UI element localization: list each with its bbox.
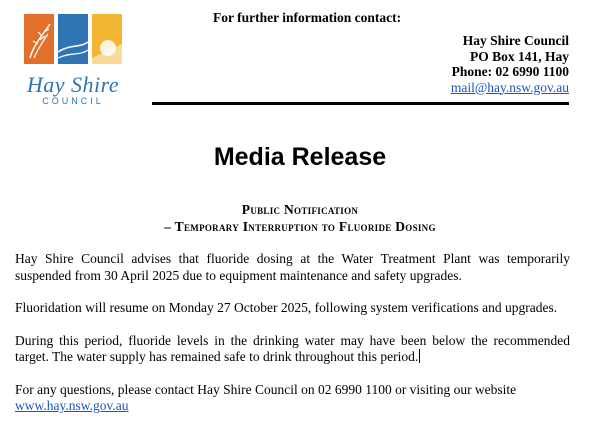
logo-emblem-icon: [20, 14, 126, 72]
release-body: [15, 251, 570, 431]
contact-heading: For further information contact:: [213, 10, 402, 25]
subheading-line-1: Public Notification: [241, 202, 359, 217]
contact-email-link[interactable]: mail@hay.nsw.gov.au: [450, 79, 569, 95]
paragraph-3-text: During this period, fluoride levels in the drinking water may have been below the recommended target. The water supply has remained safe to drink throughout this period.: [15, 332, 570, 364]
logo-council: COUNCIL: [42, 96, 104, 106]
subheading-line-2: – Temporary Interruption to Fluoride Dosing: [164, 219, 436, 234]
contact-org: Hay Shire Council: [462, 33, 569, 48]
page-title: Media Release: [213, 143, 387, 171]
council-logo: [20, 14, 126, 108]
contact-phone: Phone: 02 6990 1100: [451, 64, 569, 79]
contact-po-box: PO Box 141, Hay: [469, 48, 569, 64]
contact-block: [451, 33, 569, 95]
logo-name: Hay Shire: [26, 72, 120, 97]
header-divider: [152, 102, 569, 105]
paragraph-3: [15, 333, 570, 366]
paragraph-4: [15, 382, 570, 415]
paragraph-2: Fluoridation will resume on Monday 27 October 2025, following system verifications and upgrades.: [15, 300, 558, 315]
website-link[interactable]: www.hay.nsw.gov.au: [15, 398, 129, 413]
text-cursor: [419, 349, 420, 363]
subheading: [0, 201, 600, 235]
paragraph-1: Hay Shire Council advises that fluoride dosing at the Water Treatment Plant was temporarily suspended from 30 April 2025 due to equipment maintenance and safety upgrades.: [15, 251, 570, 283]
paragraph-4-text: For any questions, please contact Hay Shire Council on 02 6990 1100 or visiting our website: [15, 381, 517, 397]
